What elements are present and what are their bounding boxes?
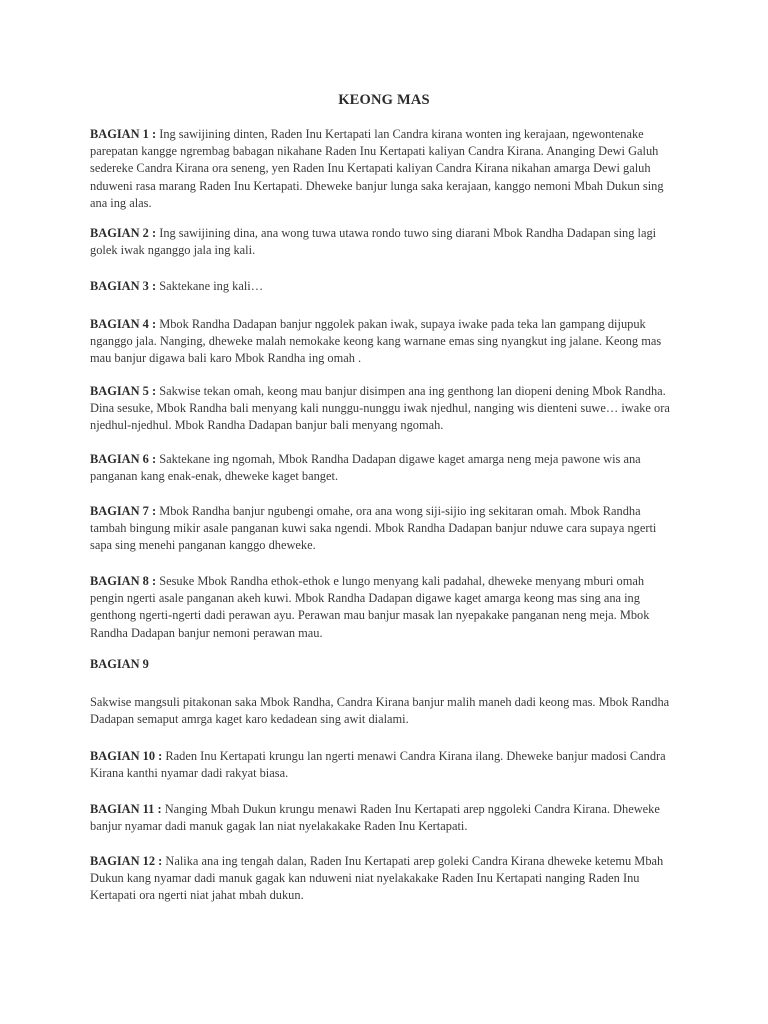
- section-bagian-5: [90, 383, 680, 435]
- section-label: BAGIAN 5 :: [90, 384, 157, 398]
- section-bagian-3: [90, 278, 680, 295]
- section-text: Sesuke Mbok Randha ethok-ethok e lungo menyang kali padahal, dheweke menyang mburi omah pengin ngerti asale panganan akeh kuwi. Mbok Randha Dadapan digawe kaget amarga keong mas sing ana ing genthong ngerti-ngerti dadi perawan ayu. Perawan mau banjur masak lan nyepakake panganan neng meja. Mbok Randha Dadapan banjur nemoni perawan mau.: [90, 574, 650, 640]
- section-text: Saktekane ing kali…: [156, 279, 264, 293]
- section-text: Mbok Randha Dadapan banjur nggolek pakan iwak, supaya iwake pada teka lan gampang dijupuk nganggo jala. Nanging, dheweke malah nemokake keong kang warnane emas sing nyangkut ing jalane. Keong mas mau banjur digawa bali karo Mbok Randha ing omah .: [90, 317, 662, 366]
- section-label: BAGIAN 9: [90, 657, 149, 671]
- section-text: Nalika ana ing tengah dalan, Raden Inu Kertapati arep goleki Candra Kirana dheweke ketemu Mbah Dukun kang nyamar dadi manuk gagak kan nduweni niat nyelakakake Raden Inu Kertapati nanging Raden Inu Kertapati ora ngerti niat jahat mbah dukun.: [90, 854, 664, 903]
- section-label: BAGIAN 6 :: [90, 452, 157, 466]
- section-label: BAGIAN 11 :: [90, 802, 162, 816]
- document-title: KEONG MAS: [338, 92, 430, 108]
- section-bagian-2: [90, 225, 680, 259]
- section-text: Sakwise mangsuli pitakonan saka Mbok Randha, Candra Kirana banjur malih maneh dadi keong mas. Mbok Randha Dadapan semaput amrga kaget karo kedadean sing awit dialami.: [90, 695, 670, 727]
- section-label: BAGIAN 10 :: [90, 749, 163, 763]
- section-text: Saktekane ing ngomah, Mbok Randha Dadapan digawe kaget amarga neng meja pawone wis ana panganan kang enak-enak, dheweke kaget banget.: [90, 452, 641, 484]
- section-bagian-9-body: [90, 694, 680, 728]
- section-label: BAGIAN 12 :: [90, 854, 163, 868]
- section-text: Ing sawijining dina, ana wong tuwa utawa rondo tuwo sing diarani Mbok Randha Dadapan sing lagi golek iwak nganggo jala ing kali.: [90, 226, 657, 258]
- section-label: BAGIAN 7 :: [90, 504, 157, 518]
- section-text: Raden Inu Kertapati krungu lan ngerti menawi Candra Kirana ilang. Dheweke banjur madosi Candra Kirana kanthi nyamar dadi rakyat biasa.: [90, 749, 666, 781]
- section-label: BAGIAN 8 :: [90, 574, 157, 588]
- section-label: BAGIAN 3 :: [90, 279, 157, 293]
- section-text: Mbok Randha banjur ngubengi omahe, ora ana wong siji-sijio ing sekitaran omah. Mbok Randha tambah bingung mikir asale panganan kuwi saka ngendi. Mbok Randha Dadapan banjur nduwe cara supaya ngerti sapa sing menehi panganan kanggo dheweke.: [90, 504, 657, 553]
- section-text: Ing sawijining dinten, Raden Inu Kertapati lan Candra kirana wonten ing kerajaan, ngewontenake parepatan kangge ngrembag babagan nikahane Raden Inu Kertapati kaliyan Candra Kirana. Ananging Dewi Galuh sedereke Candra Kirana ora seneng, yen Raden Inu Kertapati kaliyan Candra Kirana nikahan amarga Dewi galuh nduweni rasa marang Raden Inu Kertapati. Dheweke banjur lunga saka kerajaan, kanggo nemoni Mbah Dukun sing ana ing alas.: [90, 127, 664, 210]
- section-bagian-1: [90, 126, 680, 212]
- section-label: BAGIAN 1 :: [90, 127, 157, 141]
- section-label: BAGIAN 2 :: [90, 226, 157, 240]
- section-label: BAGIAN 4 :: [90, 317, 157, 331]
- section-bagian-4: [90, 316, 680, 368]
- section-bagian-8: [90, 573, 680, 642]
- section-text: Nanging Mbah Dukun krungu menawi Raden Inu Kertapati arep nggoleki Candra Kirana. Dheweke banjur nyamar dadi manuk gagak lan niat nyelakakake Raden Inu Kertapati.: [90, 802, 660, 834]
- section-bagian-11: [90, 801, 680, 835]
- section-bagian-6: [90, 451, 680, 485]
- section-bagian-9: [90, 656, 680, 673]
- section-bagian-12: [90, 853, 680, 905]
- section-text: Sakwise tekan omah, keong mau banjur disimpen ana ing genthong lan diopeni dening Mbok Randha. Dina sesuke, Mbok Randha bali menyang kali nunggu-nunggu iwak njedhul, nanging wis dienteni suwe… iwake ora njedhul-njedhul. Mbok Randha Dadapan banjur bali menyang ngomah.: [90, 384, 670, 433]
- section-bagian-7: [90, 503, 680, 555]
- section-bagian-10: [90, 748, 680, 782]
